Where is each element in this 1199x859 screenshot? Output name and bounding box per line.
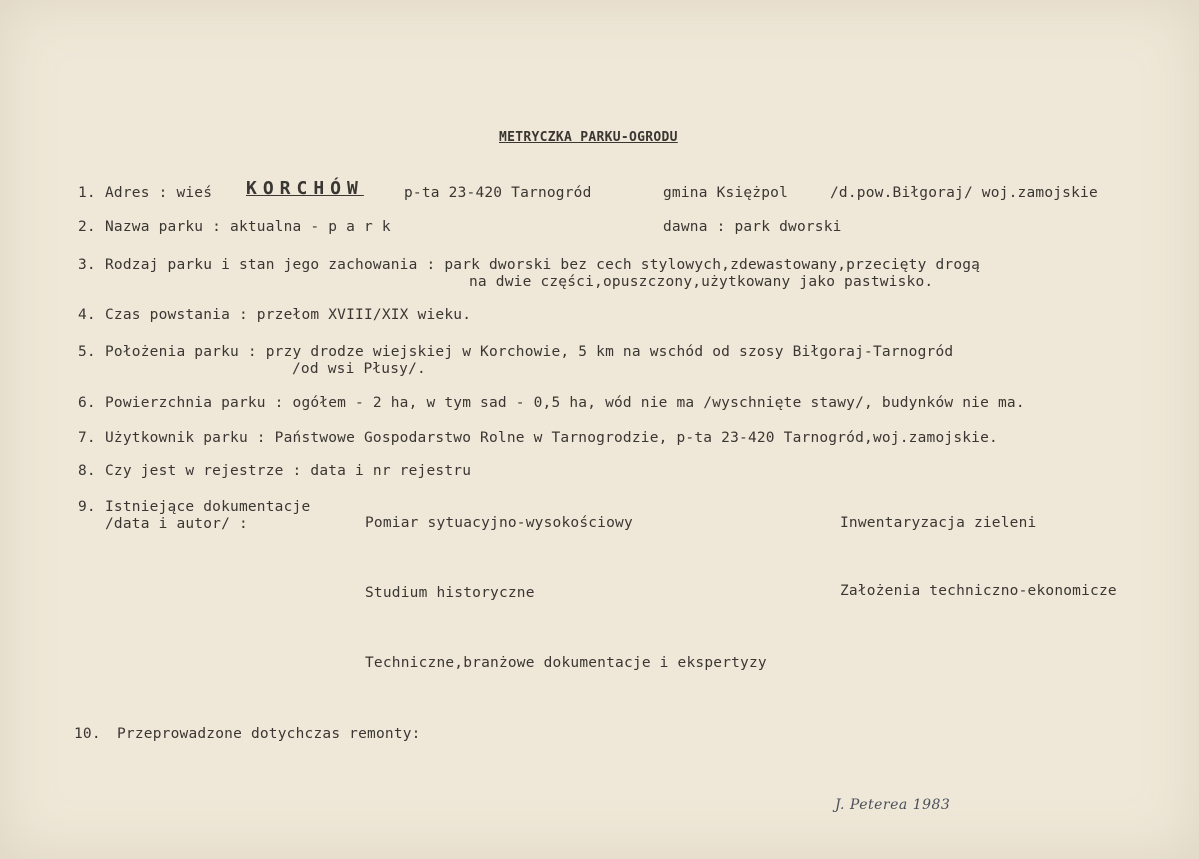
item-5-number: 5. <box>78 344 96 360</box>
item-8-text: Czy jest w rejestrze : data i nr rejestru <box>105 463 472 479</box>
item-3-number: 3. <box>78 257 96 273</box>
item-6-text: Powierzchnia parku : ogółem - 2 ha, w tym sad - 0,5 ha, wód nie ma /wyschnięte stawy/, budynków nie ma. <box>105 395 1025 411</box>
item-2-text: Nazwa parku : aktualna - p a r k <box>105 219 391 235</box>
item-1-label: Adres : wieś <box>105 185 213 201</box>
item-10-text: Przeprowadzone dotychczas remonty: <box>117 726 421 742</box>
doc-historical-study: Studium historyczne <box>365 585 535 601</box>
document-title: METRYCZKA PARKU-OGRODU <box>499 130 678 145</box>
item-3-continuation: na dwie części,opuszczony,użytkowany jako pastwisko. <box>469 274 934 290</box>
doc-survey: Pomiar sytuacyjno-wysokościowy <box>365 515 633 531</box>
village-name: KORCHÓW <box>246 178 364 199</box>
item-4-text: Czas powstania : przełom XVIII/XIX wieku. <box>105 307 472 323</box>
county: /d.pow.Biłgoraj/ woj.zamojskie <box>830 185 1098 201</box>
item-3-text: Rodzaj parku i stan jego zachowania : park dworski bez cech stylowych,zdewastowany,przecięty drogą <box>105 257 981 273</box>
item-9-number: 9. <box>78 499 96 515</box>
doc-tech-economic: Założenia techniczno-ekonomicze <box>840 583 1117 599</box>
item-2-number: 2. <box>78 219 96 235</box>
author-signature: J. Peterea 1983 <box>835 797 951 813</box>
item-4-number: 4. <box>78 307 96 323</box>
doc-inventory: Inwentaryzacja zieleni <box>840 515 1037 531</box>
item-5-continuation: /od wsi Płusy/. <box>292 361 426 377</box>
former-name: dawna : park dworski <box>663 219 842 235</box>
item-1-number: 1. <box>78 185 96 201</box>
item-7-number: 7. <box>78 430 96 446</box>
item-8-number: 8. <box>78 463 96 479</box>
item-9-line2: /data i autor/ : <box>105 516 248 532</box>
item-10-number: 10. <box>74 726 101 742</box>
post-office: p-ta 23-420 Tarnogród <box>404 185 592 201</box>
item-7-text: Użytkownik parku : Państwowe Gospodarstwo Rolne w Tarnogrodzie, p-ta 23-420 Tarnogród,woj.zamojskie. <box>105 430 998 446</box>
doc-technical: Techniczne,branżowe dokumentacje i ekspertyzy <box>365 655 767 671</box>
item-5-text: Położenia parku : przy drodze wiejskiej w Korchowie, 5 km na wschód od szosy Biłgoraj-Tarnogród <box>105 344 954 360</box>
item-9-line1: Istniejące dokumentacje <box>105 499 311 515</box>
item-6-number: 6. <box>78 395 96 411</box>
gmina: gmina Księżpol <box>663 185 789 201</box>
